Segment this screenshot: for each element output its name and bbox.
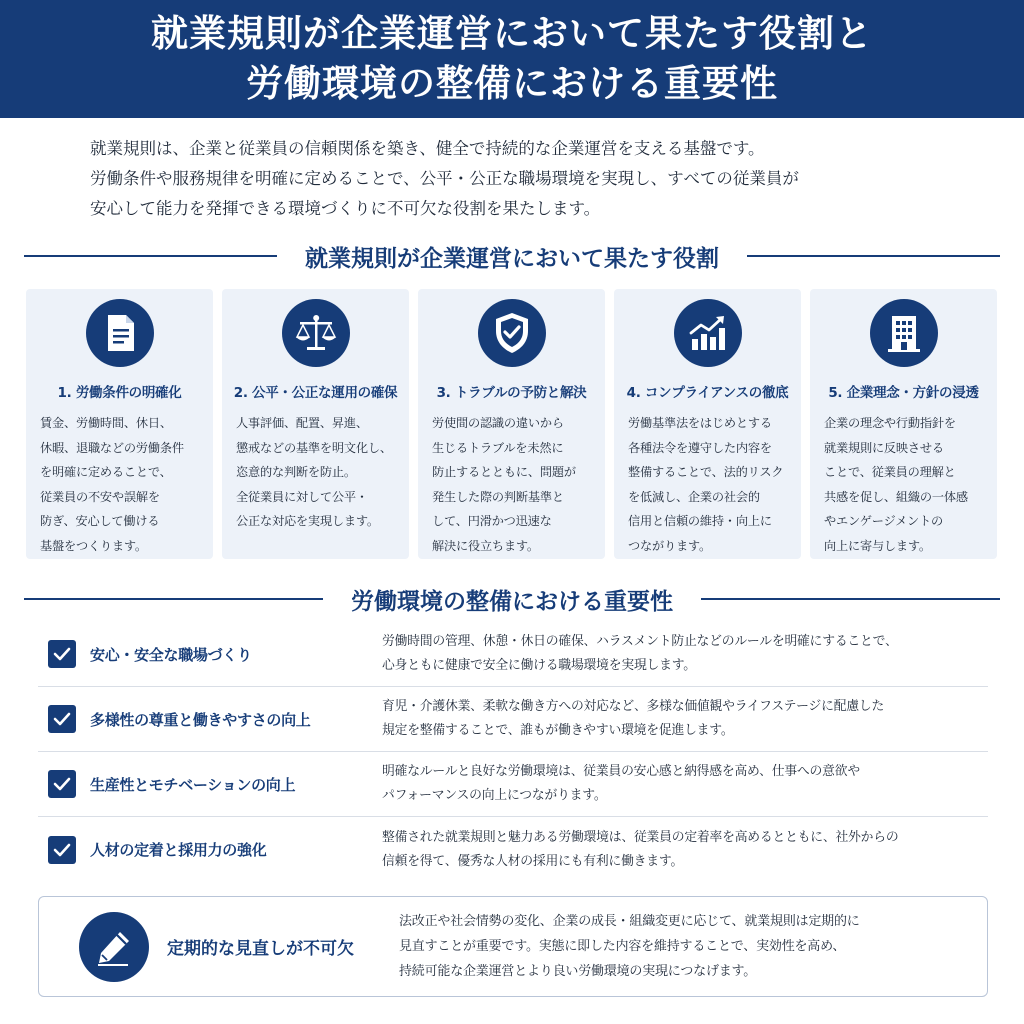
importance-item-description xyxy=(366,630,898,678)
roles-section-heading xyxy=(24,236,1000,276)
divider xyxy=(747,255,1000,257)
role-card-body xyxy=(418,411,605,558)
shield-check-icon xyxy=(478,299,546,367)
review-line: 持続可能な企業運営とより良い労働環境の実現につなげます。 xyxy=(399,964,757,979)
importance-item-line: 心身ともに健康で安全に働ける職場環境を実現します。 xyxy=(382,658,696,673)
role-card-title: 1. 労働条件の明確化 xyxy=(57,385,182,401)
role-card-line: 防止するとともに、問題が xyxy=(432,465,576,479)
importance-item-description xyxy=(366,695,884,743)
intro-line: 就業規則は、企業と従業員の信頼関係を築き、健全で持続的な企業運営を支える基盤です。 xyxy=(90,139,765,158)
role-card-body xyxy=(222,411,409,534)
role-card-4 xyxy=(614,289,801,559)
role-card-body xyxy=(810,411,997,558)
checkbox-checked-icon xyxy=(48,640,76,668)
importance-item-title: 人材の定着と採用力の強化 xyxy=(90,841,267,859)
role-card-5 xyxy=(810,289,997,559)
role-card-line: つながります。 xyxy=(628,538,711,553)
importance-heading-text: 労働環境の整備における重要性 xyxy=(351,588,673,615)
role-card-title: 2. 公平・公正な運用の確保 xyxy=(233,385,398,401)
divider xyxy=(701,598,1000,600)
role-card-line: 生じるトラブルを未然に xyxy=(432,440,564,455)
role-card-line: 整備することで、法的リスク xyxy=(628,465,784,479)
importance-section-heading xyxy=(24,579,1000,619)
role-card-line: して、円滑かつ迅速な xyxy=(432,514,552,528)
role-card-line: 基盤をつくります。 xyxy=(40,538,147,553)
checkbox-checked-icon xyxy=(48,705,76,733)
role-card-line: 就業規則に反映させる xyxy=(824,440,944,455)
roles-heading-text: 就業規則が企業運営において果たす役割 xyxy=(305,245,719,272)
role-card-line: 各種法令を遵守した内容を xyxy=(628,440,772,455)
importance-item-line: 育児・介護休業、柔軟な働き方への対応など、多様な価値観やライフステージに配慮した xyxy=(382,699,885,714)
divider xyxy=(24,255,277,257)
role-card-line: を明確に定めることで、 xyxy=(40,465,172,479)
importance-item-title: 多様性の尊重と働きやすさの向上 xyxy=(90,710,311,729)
checkbox-checked-icon xyxy=(48,836,76,864)
page-title-line-2: 労働環境の整備における重要性 xyxy=(246,62,778,105)
role-card-line: 従業員の不安や誤解を xyxy=(40,489,160,504)
role-card-body xyxy=(614,411,801,558)
role-card-line: 人事評価、配置、昇進、 xyxy=(236,416,368,430)
role-card-line: 労使間の認識の違いから xyxy=(432,416,564,430)
role-card-2 xyxy=(222,289,409,559)
role-card-line: 懲戒などの基準を明文化し、 xyxy=(236,440,392,455)
role-card-line: 労働基準法をはじめとする xyxy=(628,416,772,430)
review-line: 法改正や社会情勢の変化、企業の成長・組織変更に応じて、就業規則は定期的に xyxy=(399,914,860,929)
role-card-line: 発生した際の判断基準と xyxy=(432,489,564,504)
importance-item-line: パフォーマンスの向上につながります。 xyxy=(382,788,607,803)
review-callout xyxy=(38,896,988,997)
role-card-line: 向上に寄与します。 xyxy=(824,538,931,553)
role-card-body xyxy=(26,411,213,558)
importance-item-description xyxy=(366,826,898,874)
role-card-line: 防ぎ、安心して働ける xyxy=(40,514,160,528)
role-card-line: 恣意的な判断を防止。 xyxy=(236,465,356,479)
role-card-title: 3. トラブルの予防と解決 xyxy=(436,385,587,401)
role-card-line: ことで、従業員の理解と xyxy=(824,465,956,479)
intro-line: 労働条件や服務規律を明確に定めることで、公平・公正な職場環境を実現し、すべての従業員が xyxy=(90,169,799,188)
role-card-3 xyxy=(418,289,605,559)
importance-item xyxy=(38,817,988,882)
page-title-line-1: 就業規則が企業運営において果たす役割と xyxy=(151,12,873,55)
importance-item-line: 明確なルールと良好な労働環境は、従業員の安心感と納得感を高め、仕事への意欲や xyxy=(382,764,860,779)
importance-item xyxy=(38,622,988,687)
checkbox-checked-icon xyxy=(48,770,76,798)
role-card-line: 共感を促し、組織の一体感 xyxy=(824,489,968,504)
importance-item xyxy=(38,687,988,752)
role-card-line: を低減し、企業の社会的 xyxy=(628,489,760,504)
role-card-title: 5. 企業理念・方針の浸透 xyxy=(828,385,979,401)
role-card-line: 公正な対応を実現します。 xyxy=(236,514,379,528)
role-card-line: 全従業員に対して公平・ xyxy=(236,489,368,504)
importance-item-title: 生産性とモチベーションの向上 xyxy=(90,775,296,794)
importance-item-line: 整備された就業規則と魅力ある労働環境は、従業員の定着率を高めるとともに、社外からの xyxy=(382,829,899,845)
review-body xyxy=(399,909,860,984)
role-card-line: 賃金、労働時間、休日、 xyxy=(40,416,172,430)
pencil-icon xyxy=(79,912,149,982)
review-title: 定期的な見直しが不可欠 xyxy=(167,939,354,959)
document-icon xyxy=(86,299,154,367)
role-card-title: 4. コンプライアンスの徹底 xyxy=(626,385,789,401)
building-icon xyxy=(870,299,938,367)
page-header xyxy=(0,0,1024,118)
importance-item-line: 規定を整備することで、誰もが働きやすい環境を促進します。 xyxy=(382,723,734,738)
importance-item-title: 安心・安全な職場づくり xyxy=(90,645,252,664)
divider xyxy=(24,598,323,600)
scales-icon xyxy=(282,299,350,367)
role-card-1 xyxy=(26,289,213,559)
growth-chart-icon xyxy=(674,299,742,367)
role-card-line: やエンゲージメントの xyxy=(824,514,944,528)
importance-item-description xyxy=(366,760,860,808)
role-card-line: 信用と信頼の維持・向上に xyxy=(628,514,772,528)
review-line: 見直すことが重要です。実態に即した内容を維持することで、実効性を高め、 xyxy=(399,939,846,954)
importance-item-line: 労働時間の管理、休憩・休日の確保、ハラスメント防止などのルールを明確にすることで、 xyxy=(382,634,898,649)
role-card-line: 企業の理念や行動指針を xyxy=(824,416,956,430)
role-card-line: 休暇、退職などの労働条件 xyxy=(40,440,184,455)
importance-item-line: 信頼を得て、優秀な人材の採用にも有利に働きます。 xyxy=(382,853,684,869)
role-card-line: 解決に役立ちます。 xyxy=(432,538,539,553)
importance-list xyxy=(38,622,988,882)
importance-item xyxy=(38,752,988,817)
role-cards xyxy=(26,289,1000,559)
intro-text xyxy=(90,134,950,224)
intro-line: 安心して能力を発揮できる環境づくりに不可欠な役割を果たします。 xyxy=(90,199,601,218)
